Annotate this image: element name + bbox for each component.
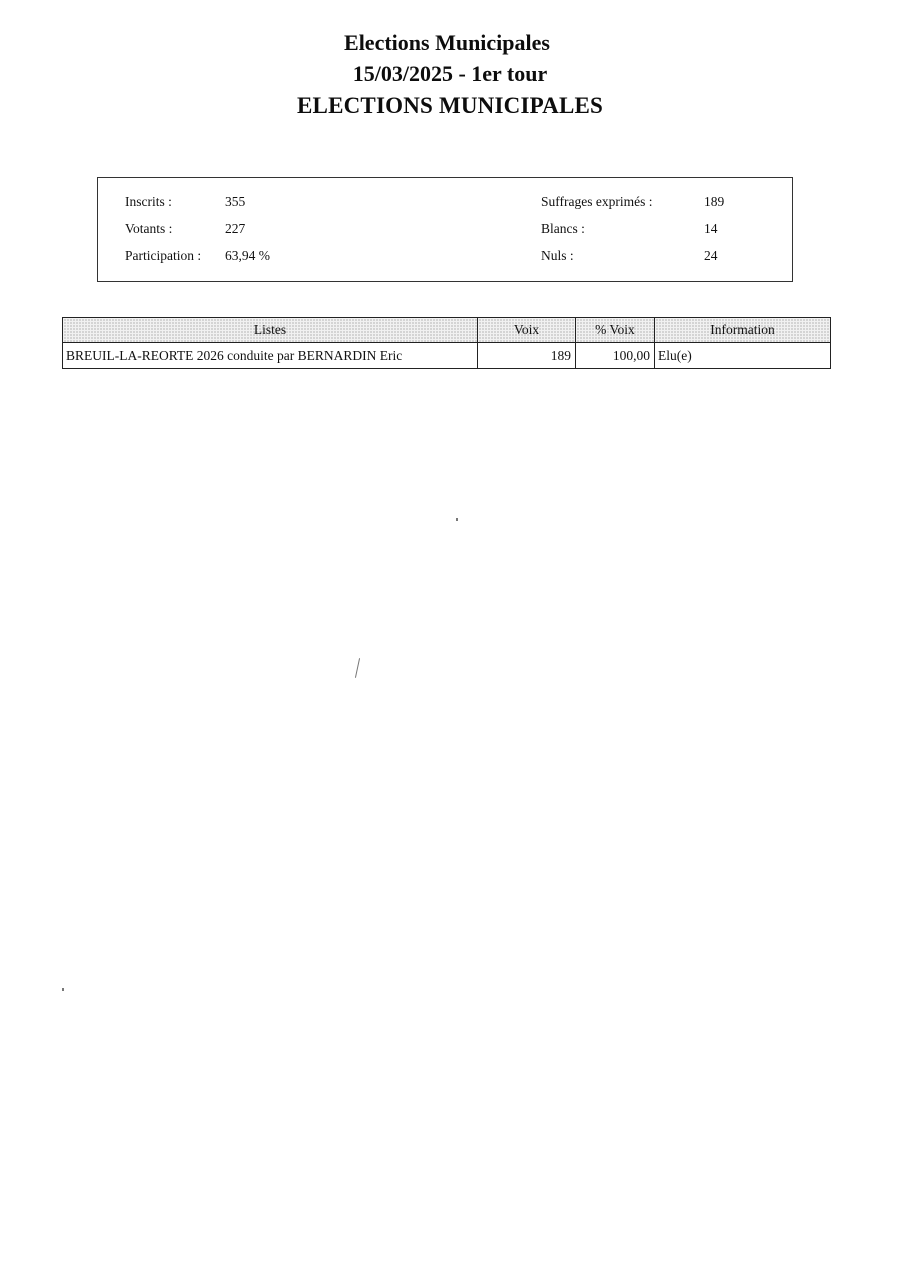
exprimes-value: 189 xyxy=(704,194,725,209)
cell-information: Elu(e) xyxy=(655,343,831,369)
participation-value: 63,94 % xyxy=(225,248,270,263)
election-date-round: 15/03/2025 - 1er tour xyxy=(352,61,548,86)
table-header-row xyxy=(63,318,831,343)
scan-speck xyxy=(355,658,360,678)
participation-label: Participation : xyxy=(125,248,202,263)
nuls-label: Nuls : xyxy=(541,248,574,263)
blancs-label: Blancs : xyxy=(541,221,585,236)
document-title: Elections Municipales xyxy=(344,30,550,55)
election-type: ELECTIONS MUNICIPALES xyxy=(296,93,604,118)
scan-speck xyxy=(62,988,64,991)
table-row xyxy=(63,343,831,369)
results-table xyxy=(62,317,831,369)
cell-liste: BREUIL-LA-REORTE 2026 conduite par BERNARDIN Eric xyxy=(63,343,478,369)
inscrits-value: 355 xyxy=(225,194,246,209)
cell-voix: 189 xyxy=(478,343,576,369)
cell-pct-voix: 100,00 xyxy=(576,343,655,369)
exprimes-label: Suffrages exprimés : xyxy=(541,194,653,209)
header-information: Information xyxy=(655,318,831,343)
scan-speck xyxy=(456,518,458,521)
blancs-value: 14 xyxy=(704,221,718,236)
inscrits-label: Inscrits : xyxy=(125,194,172,209)
summary-box xyxy=(97,177,793,282)
header-pct-voix: % Voix xyxy=(576,318,655,343)
votants-label: Votants : xyxy=(125,221,173,236)
header-listes: Listes xyxy=(63,318,478,343)
header-voix: Voix xyxy=(478,318,576,343)
votants-value: 227 xyxy=(225,221,246,236)
nuls-value: 24 xyxy=(704,248,718,263)
